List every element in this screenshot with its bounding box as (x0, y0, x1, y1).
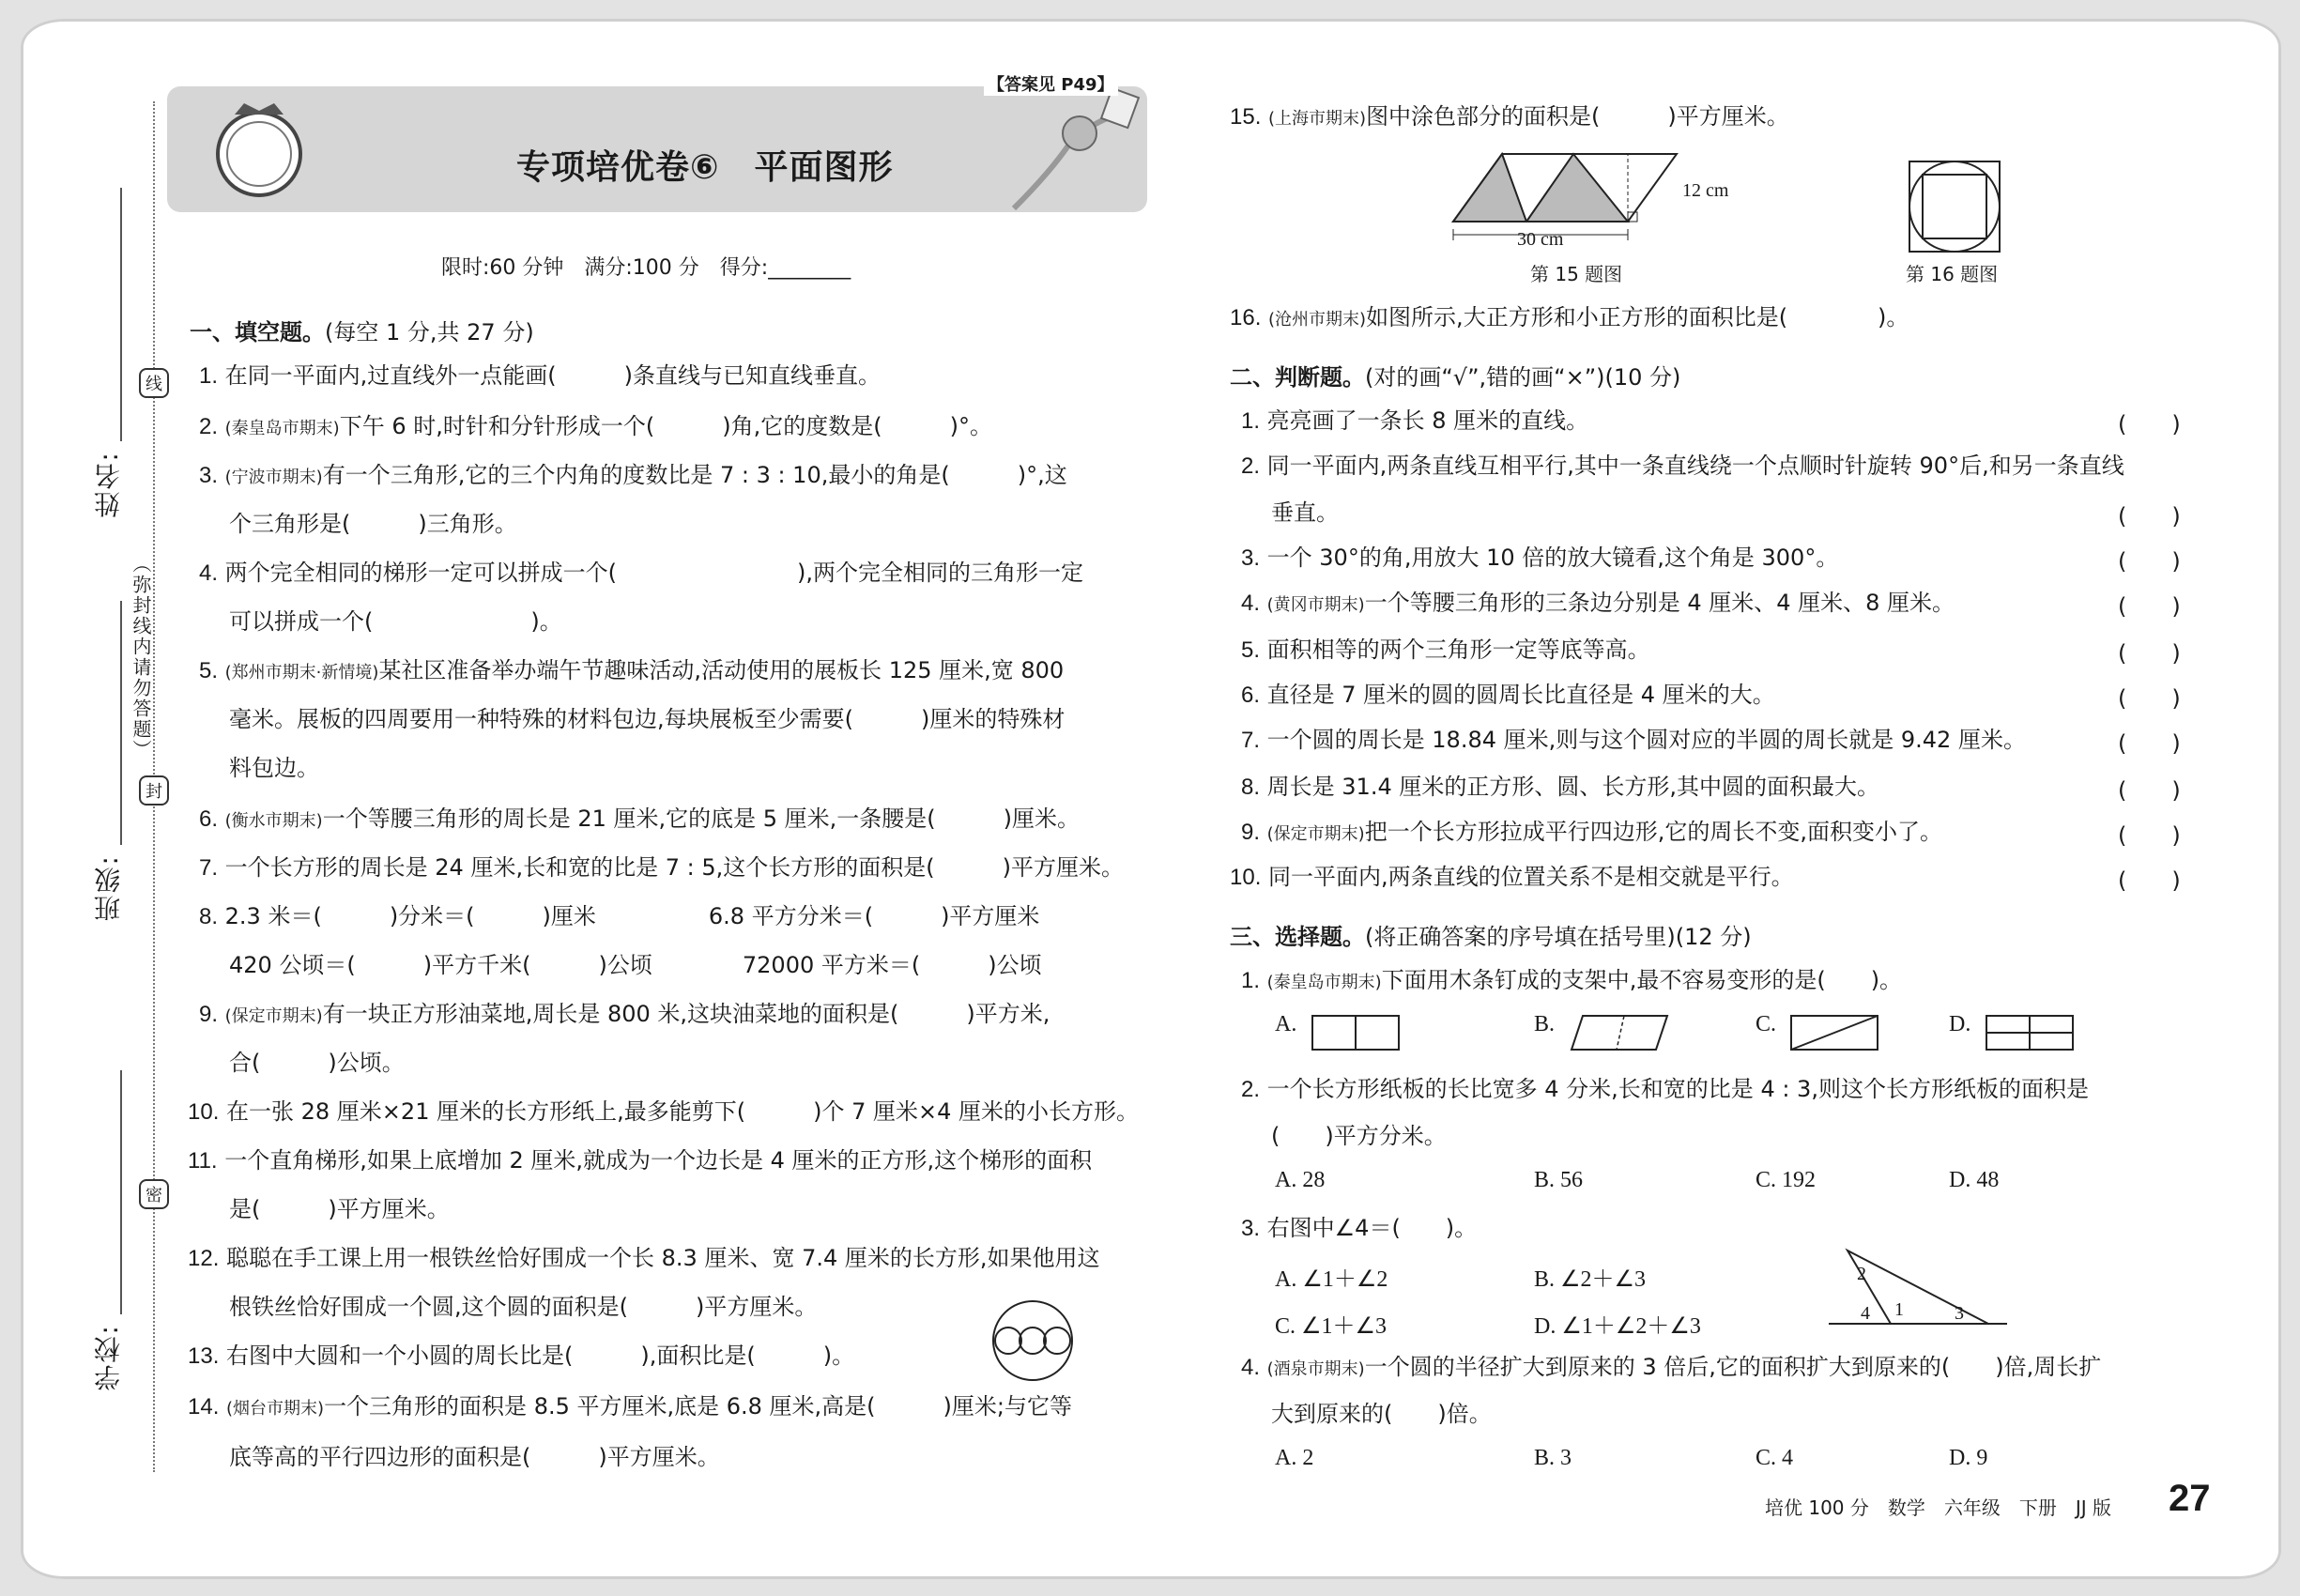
fig15-height-label: 12 cm (1682, 180, 1729, 201)
fill-q5-cont2: 料包边。 (229, 755, 319, 781)
choice-q2-option-b[interactable]: B. 56 (1534, 1168, 1584, 1192)
choice-q1: 1. (秦皇岛市期末)下面用木条钉成的支架中,最不容易变形的是( )。 (1241, 967, 1903, 993)
fill-q6: 6. (衡水市期末)一个等腰三角形的周长是 21 厘米,它的底是 5 厘米,一条腰是( )厘米。 (199, 806, 1081, 832)
fill-q7: 7. 一个长方形的周长是 24 厘米,长和宽的比是 7 : 5,这个长方形的面积是( )平方厘米。 (199, 854, 1124, 881)
choice-q4-option-a[interactable]: A. 2 (1275, 1446, 1314, 1470)
brand-logo (207, 101, 312, 199)
choice-q2: 2. 一个长方形纸板的长比宽多 4 分米,长和宽的比是 4 : 3,则这个长方形纸板的面积是 (1241, 1076, 2089, 1102)
fill-q11: 11. 一个直角梯形,如果上底增加 2 厘米,就成为一个边长是 4 厘米的正方形,这个梯形的面积 (188, 1147, 1093, 1174)
choice-q1-option-b[interactable]: B. (1534, 1012, 1556, 1036)
footer-book-info: 培优 100 分 数学 六年级 下册 JJ 版 (1765, 1496, 2112, 1519)
angle-label-2: 2 (1857, 1264, 1866, 1284)
fill-q3-cont: 个三角形是( )三角形。 (229, 511, 517, 537)
fill-q9: 9. (保定市期末)有一块正方形油菜地,周长是 800 米,这块油菜地的面积是( )平方米, (199, 1001, 1050, 1027)
choice-q3-option-d[interactable]: D. ∠1＋∠2＋∠3 (1534, 1314, 1701, 1339)
choice-q2-cont: ( )平方分米。 (1271, 1123, 1447, 1149)
seal-note: （弥封线内请勿答题） (130, 554, 152, 760)
fill-q10: 10. 在一张 28 厘米×21 厘米的长方形纸上,最多能剪下( )个 7 厘米×4 厘米的小长方形。 (188, 1098, 1139, 1125)
section-fill-title: 一、填空题。(每空 1 分,共 27 分) (190, 319, 534, 345)
fill-q13: 13. 右图中大圆和一个小圆的周长比是( ),面积比是( )。 (188, 1343, 855, 1369)
fill-q11-cont: 是( )平方厘米。 (229, 1196, 450, 1222)
fig15-parallelogram (1449, 150, 1694, 263)
frame-b-icon (1570, 1012, 1671, 1053)
fill-q4: 4. 两个完全相同的梯形一定可以拼成一个( ),两个完全相同的三角形一定 (199, 560, 1084, 586)
fill-q15: 15. (上海市期末)图中涂色部分的面积是( )平方厘米。 (1230, 103, 1789, 130)
page-number: 27 (2169, 1478, 2211, 1519)
judge-q2-cont: 垂直。 (1271, 499, 1339, 526)
fill-q8: 8. 2.3 米＝( )分米＝( )厘米 6.8 平方分米＝( )平方厘米 (199, 903, 1040, 929)
judge-answer-4[interactable]: ( ) (2118, 593, 2181, 620)
choice-q4: 4. (酒泉市期末)一个圆的半径扩大到原来的 3 倍后,它的面积扩大到原来的( )倍,周长扩 (1241, 1354, 2102, 1380)
angle-triangle-figure (1823, 1245, 2011, 1331)
choice-q4-cont: 大到原来的( )倍。 (1271, 1401, 1492, 1427)
time-score-info: 限时:60 分钟 满分:100 分 得分:________ (441, 256, 851, 280)
school-label: 学校: (93, 1324, 124, 1391)
mascot-illustration (995, 86, 1145, 212)
judge-answer-3[interactable]: ( ) (2118, 548, 2181, 575)
class-underline (120, 601, 122, 845)
fig16-caption: 第 16 题图 (1906, 263, 1999, 285)
judge-answer-10[interactable]: ( ) (2118, 867, 2181, 894)
choice-q1-option-a[interactable]: A. (1275, 1012, 1297, 1036)
tag-seal: 封 (139, 775, 169, 806)
tag-line: 线 (139, 368, 169, 398)
page-title: 专项培优卷⑥ 平面图形 (516, 148, 894, 187)
judge-answer-9[interactable]: ( ) (2118, 822, 2181, 849)
judge-q4: 4. (黄冈市期末)一个等腰三角形的三条边分别是 4 厘米、4 厘米、8 厘米。 (1241, 590, 1955, 616)
tag-secret: 密 (139, 1179, 169, 1209)
judge-answer-1[interactable]: ( ) (2118, 411, 2181, 437)
class-label: 班级: (93, 854, 124, 922)
choice-q1-option-c[interactable]: C. (1756, 1012, 1777, 1036)
choice-q4-option-c[interactable]: C. 4 (1756, 1446, 1794, 1470)
judge-answer-7[interactable]: ( ) (2118, 730, 2181, 757)
judge-answer-5[interactable]: ( ) (2118, 640, 2181, 667)
judge-answer-8[interactable]: ( ) (2118, 777, 2181, 804)
choice-q2-option-a[interactable]: A. 28 (1275, 1168, 1326, 1192)
frame-d-icon (1985, 1012, 2075, 1053)
school-underline (120, 1070, 122, 1314)
fill-q5: 5. (郑州市期末·新情境)某社区准备举办端午节趣味活动,活动使用的展板长 125 厘米,宽 800 (199, 657, 1065, 683)
fill-q4-cont: 可以拼成一个( )。 (229, 608, 562, 635)
choice-q4-option-b[interactable]: B. 3 (1534, 1446, 1572, 1470)
fill-q8-cont: 420 公顷＝( )平方千米( )公顷 72000 平方米＝( )公顷 (229, 952, 1042, 978)
fill-q9-cont: 合( )公顷。 (229, 1050, 405, 1076)
judge-q8: 8. 周长是 31.4 厘米的正方形、圆、长方形,其中圆的面积最大。 (1241, 774, 1879, 800)
fill-q12-cont: 根铁丝恰好围成一个圆,这个圆的面积是( )平方厘米。 (229, 1294, 818, 1320)
name-underline (120, 188, 122, 441)
choice-q2-option-d[interactable]: D. 48 (1949, 1168, 2000, 1192)
angle-label-1: 1 (1894, 1299, 1904, 1320)
frame-c-icon (1789, 1012, 1879, 1053)
judge-q5: 5. 面积相等的两个三角形一定等底等高。 (1241, 637, 1650, 663)
judge-q9: 9. (保定市期末)把一个长方形拉成平行四边形,它的周长不变,面积变小了。 (1241, 819, 1942, 845)
choice-q4-option-d[interactable]: D. 9 (1949, 1446, 1988, 1470)
choice-q3-option-b[interactable]: B. ∠2＋∠3 (1534, 1267, 1647, 1292)
judge-answer-6[interactable]: ( ) (2118, 685, 2181, 712)
fig15-caption: 第 15 题图 (1530, 263, 1623, 285)
judge-q2: 2. 同一平面内,两条直线互相平行,其中一条直线绕一个点顺时针旋转 90°后,和另一条直线 (1241, 453, 2124, 479)
fill-q12: 12. 聪聪在手工课上用一根铁丝恰好围成一个长 8.3 厘米、宽 7.4 厘米的长方形,如果他用这 (188, 1245, 1100, 1271)
circles-figure (989, 1297, 1076, 1384)
judge-q3: 3. 一个 30°的角,用放大 10 倍的放大镜看,这个角是 300°。 (1241, 545, 1839, 571)
fill-q3: 3. (宁波市期末)有一个三角形,它的三个内角的度数比是 7 : 3 : 10,最小的角是( )°,这 (199, 462, 1067, 488)
fill-q1: 1. 在同一平面内,过直线外一点能画( )条直线与已知直线垂直。 (199, 362, 882, 389)
fill-q14-cont: 底等高的平行四边形的面积是( )平方厘米。 (229, 1444, 720, 1470)
judge-q7: 7. 一个圆的周长是 18.84 厘米,则与这个圆对应的半圆的周长就是 9.42 厘米。 (1241, 727, 2026, 753)
choice-q1-option-d[interactable]: D. (1949, 1012, 1971, 1036)
name-label: 姓名: (93, 451, 124, 518)
choice-q3-option-a[interactable]: A. ∠1＋∠2 (1275, 1267, 1388, 1292)
choice-q2-option-c[interactable]: C. 192 (1756, 1168, 1817, 1192)
choice-q3: 3. 右图中∠4＝( )。 (1241, 1215, 1478, 1241)
judge-answer-2[interactable]: ( ) (2118, 503, 2181, 529)
section-judge-title: 二、判断题。(对的画“√”,错的画“×”)(10 分) (1230, 364, 1681, 391)
fill-q16: 16. (沧州市期末)如图所示,大正方形和小正方形的面积比是( )。 (1230, 304, 1909, 330)
judge-q10: 10. 同一平面内,两条直线的位置关系不是相交就是平行。 (1230, 864, 1794, 890)
choice-q3-option-c[interactable]: C. ∠1＋∠3 (1275, 1314, 1388, 1339)
frame-a-icon (1311, 1012, 1401, 1053)
fill-q2: 2. (秦皇岛市期末)下午 6 时,时针和分针形成一个( )角,它的度数是( )°。 (199, 413, 992, 439)
fig15-base-label: 30 cm (1517, 229, 1564, 250)
fig16-squares-circle (1906, 158, 2003, 255)
section-choice-title: 三、选择题。(将正确答案的序号填在括号里)(12 分) (1230, 924, 1752, 950)
angle-label-4: 4 (1861, 1303, 1870, 1324)
judge-q6: 6. 直径是 7 厘米的圆的圆周长比直径是 4 厘米的大。 (1241, 682, 1775, 708)
fill-q5-cont1: 毫米。展板的四周要用一种特殊的材料包边,每块展板至少需要( )厘米的特殊材 (229, 706, 1066, 732)
angle-label-3: 3 (1955, 1303, 1964, 1324)
answer-reference: 【答案见 P49】 (984, 71, 1118, 96)
judge-q1: 1. 亮亮画了一条长 8 厘米的直线。 (1241, 407, 1589, 434)
fill-q14: 14. (烟台市期末)一个三角形的面积是 8.5 平方厘米,底是 6.8 厘米,高是( )厘米;与它等 (188, 1393, 1072, 1420)
